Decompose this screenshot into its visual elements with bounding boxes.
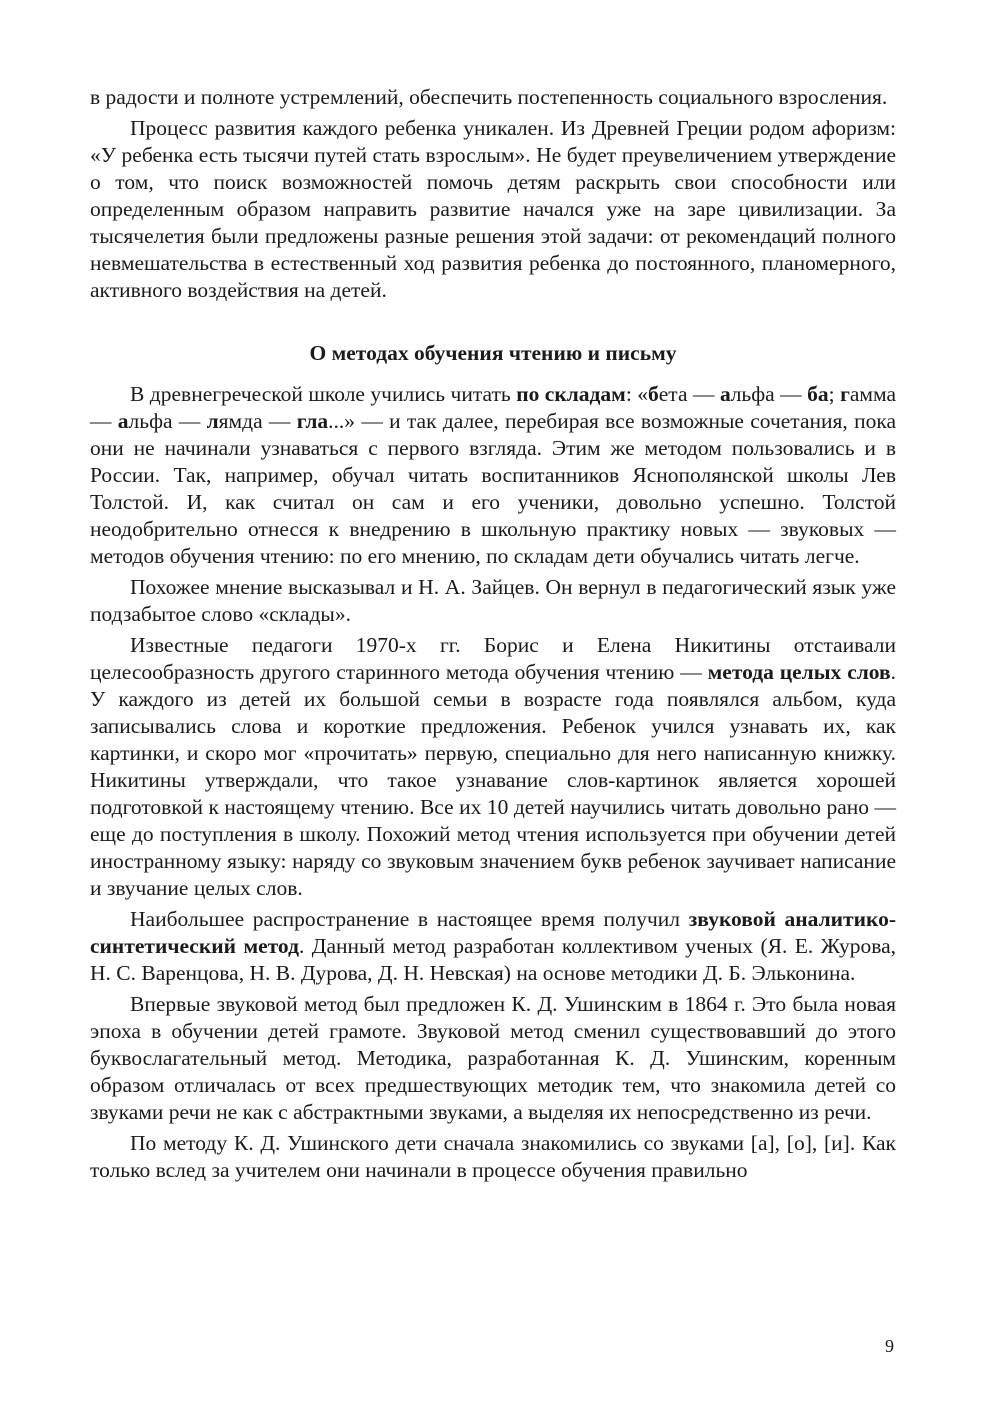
bold-syllable: ба: [807, 382, 829, 406]
paragraph-ushinsky: Впервые звуковой метод был предложен К. Д. Ушинским в 1864 г. Это была новая эпоха в обучении детей грамоте. Звуковой метод сменил существовавший до этого буквослагательный метод. Методика, разработанная К. Д. Ушинским, коренным образом отличалась от всех предшествующих методик тем, что знакомила детей со звуками речи не как с абстрактными звуками, а выделяя их непосредственно из речи.: [90, 992, 896, 1124]
paragraph-whole-words: [90, 632, 896, 902]
text-run: ...» — и так далее, перебирая все возможные сочетания, пока они не начинали узнаваться с первого взгляда. Этим же методом пользовались и в России. Так, например, обучал читать воспитанников Яснополянской школы Лев Толстой. И, как считал он сам и его ученики, довольно успешно. Толстой неодобрительно отнесся к внедрению в школьную практику новых — звуковых — методов обучения чтению: по его мнению, по складам дети обучались читать легче.: [90, 409, 896, 568]
text-run: льфа —: [730, 382, 808, 406]
text-run: льфа —: [128, 409, 207, 433]
text-run: : «: [625, 382, 649, 406]
bold-letter: г: [840, 382, 850, 406]
paragraph-ushinsky-method: По методу К. Д. Ушинского дети сначала знакомились со звуками [а], [о], [и]. Как только вслед за учителем они начинали в процессе обучения правильно: [90, 1131, 896, 1182]
bold-syllable: гла: [296, 409, 329, 433]
paragraph-continuation: в радости и полноте устремлений, обеспечить постепенность социального взросления.: [90, 85, 888, 109]
text-run: амма —: [90, 382, 897, 433]
text-run: . У каждого из детей их большой семьи в возрасте года появлялся альбом, куда записывались слова и короткие предложения. Ребенок учился узнавать их, как картинки, и скоро мог «прочитать» первую, специально для него написанную книжку. Никитины утверждали, что такое узнавание слов-картинок является хорошей подготовкой к настоящему чтению. Все их 10 детей научились читать довольно рано — еще до поступления в школу. Похожий метод чтения используется при обучении детей иностранному языку: наряду со звуковым значением букв ребенок заучивает написание и звучание целых слов.: [90, 660, 897, 900]
section-heading: О методах обучения чтению и письму: [309, 341, 677, 365]
paragraph-syllable-method: [90, 381, 896, 570]
paragraph-child-development: Процесс развития каждого ребенка уникален. Из Древней Греции родом афоризм: «У ребенка есть тысячи путей стать взрослым». Не будет преувеличением утверждение о том, что поиск возможностей помочь детям раскрыть свои способности или определенным образом направить развитие начался уже на заре цивилизации. За тысячелетия были предложены разные решения этой задачи: от рекомендаций полного невмешательства в естественный ход развития ребенка до постоянного, планомерного, активного воздействия на детей.: [90, 116, 896, 302]
text-run: Наибольшее распространение в настоящее время получил: [130, 907, 689, 931]
text-run: ямда —: [218, 409, 297, 433]
bold-letter: л: [206, 409, 219, 433]
bold-term: по складам: [516, 382, 626, 406]
text-run: Известные педагоги 1970-х гг. Борис и Елена Никитины отстаивали целесообразность другого старинного метода обучения чтению —: [90, 633, 896, 684]
bold-letter: а: [117, 409, 129, 433]
bold-term: звуковой аналитико-синтетический метод: [90, 907, 896, 958]
paragraph-zaitsev: Похожее мнение высказывал и Н. А. Зайцев. Он вернул в педагогический язык уже подзабытое слово «склады».: [90, 575, 896, 626]
page-body: [90, 84, 896, 1188]
paragraph-sound-method: [90, 906, 896, 987]
text-run: ета —: [658, 382, 720, 406]
text-run: В древнегреческой школе учились читать: [130, 382, 517, 406]
bold-letter: а: [719, 382, 731, 406]
bold-letter: б: [648, 382, 659, 406]
bold-term: метода целых слов: [707, 660, 891, 684]
page-number: 9: [885, 1336, 894, 1356]
text-run: . Данный метод разработан коллективом ученых (Я. Е. Журова, Н. С. Варенцова, Н. В. Дурова, Д. Н. Невская) на основе методики Д. Б. Эльконина.: [90, 934, 897, 985]
text-run: ;: [828, 382, 841, 406]
